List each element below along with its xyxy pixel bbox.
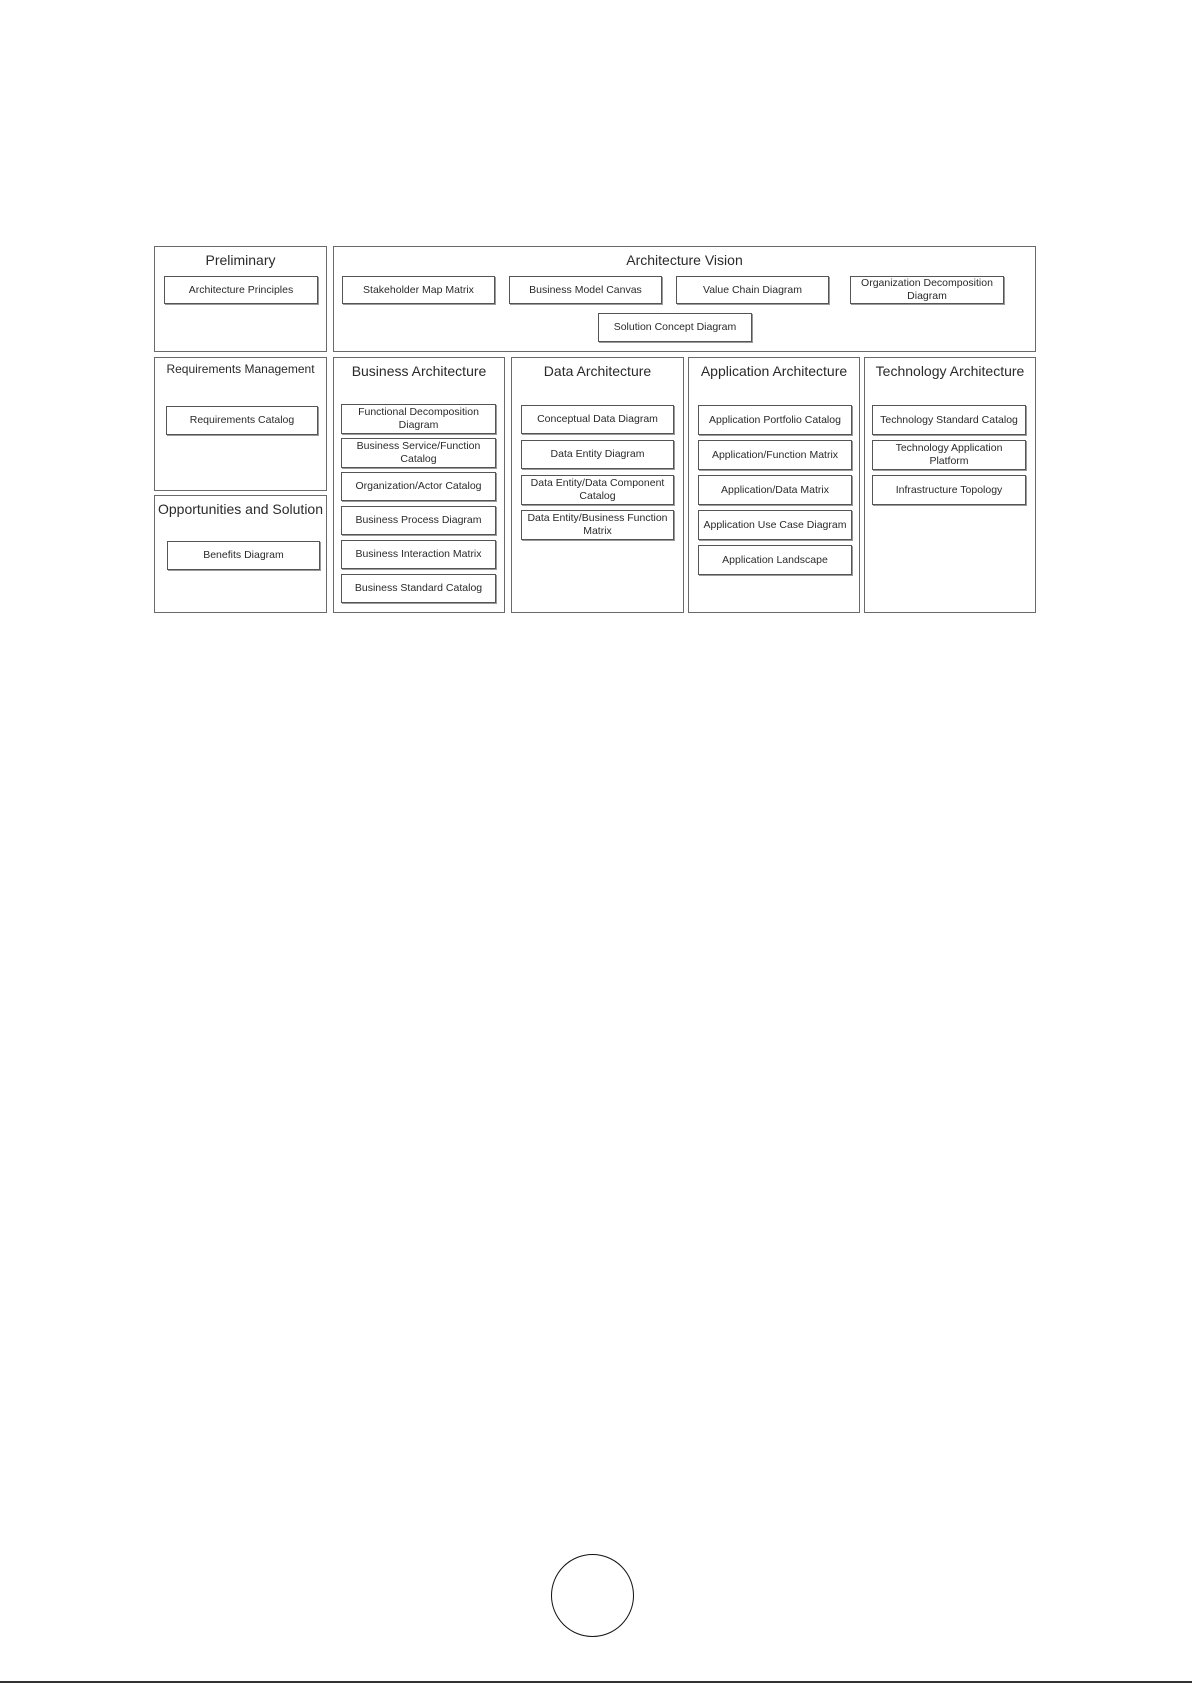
item-technology-application-platform: Technology Application Platform bbox=[872, 440, 1026, 470]
item-requirements-catalog: Requirements Catalog bbox=[166, 406, 318, 435]
item-application-data-matrix: Application/Data Matrix bbox=[698, 475, 852, 505]
item-stakeholder-map-matrix: Stakeholder Map Matrix bbox=[342, 276, 495, 304]
group-title: Opportunities and Solution bbox=[158, 501, 323, 517]
item-data-entity-business-function-matrix: Data Entity/Business Function Matrix bbox=[521, 510, 674, 540]
item-architecture-principles: Architecture Principles bbox=[164, 276, 318, 304]
item-business-process-diagram: Business Process Diagram bbox=[341, 506, 496, 535]
group-title: Application Architecture bbox=[700, 363, 848, 379]
group-title: Business Architecture bbox=[351, 363, 487, 379]
group-title: Data Architecture bbox=[543, 363, 652, 379]
footer-rule bbox=[0, 1681, 1192, 1683]
group-title: Requirements Management bbox=[166, 362, 315, 376]
item-application-landscape: Application Landscape bbox=[698, 545, 852, 575]
item-conceptual-data-diagram: Conceptual Data Diagram bbox=[521, 405, 674, 434]
item-application-portfolio-catalog: Application Portfolio Catalog bbox=[698, 405, 852, 435]
item-business-standard-catalog: Business Standard Catalog bbox=[341, 574, 496, 603]
item-technology-standard-catalog: Technology Standard Catalog bbox=[872, 405, 1026, 435]
group-title: Technology Architecture bbox=[875, 363, 1025, 379]
page-number-circle bbox=[551, 1554, 634, 1637]
item-infrastructure-topology: Infrastructure Topology bbox=[872, 475, 1026, 505]
item-benefits-diagram: Benefits Diagram bbox=[167, 541, 320, 570]
item-organization-actor-catalog: Organization/Actor Catalog bbox=[341, 472, 496, 501]
item-application-function-matrix: Application/Function Matrix bbox=[698, 440, 852, 470]
group-title: Preliminary bbox=[205, 252, 276, 268]
item-solution-concept-diagram: Solution Concept Diagram bbox=[598, 313, 752, 342]
item-functional-decomposition-diagram: Functional Decomposition Diagram bbox=[341, 404, 496, 434]
item-business-model-canvas: Business Model Canvas bbox=[509, 276, 662, 304]
item-application-use-case-diagram: Application Use Case Diagram bbox=[698, 510, 852, 540]
item-business-interaction-matrix: Business Interaction Matrix bbox=[341, 540, 496, 569]
group-title: Architecture Vision bbox=[626, 252, 743, 268]
item-data-entity-diagram: Data Entity Diagram bbox=[521, 440, 674, 469]
item-data-entity-data-component-catalog: Data Entity/Data Component Catalog bbox=[521, 475, 674, 505]
item-organization-decomposition-diagram: Organization Decomposition Diagram bbox=[850, 276, 1004, 304]
item-business-service-function-catalog: Business Service/Function Catalog bbox=[341, 438, 496, 468]
item-value-chain-diagram: Value Chain Diagram bbox=[676, 276, 829, 304]
